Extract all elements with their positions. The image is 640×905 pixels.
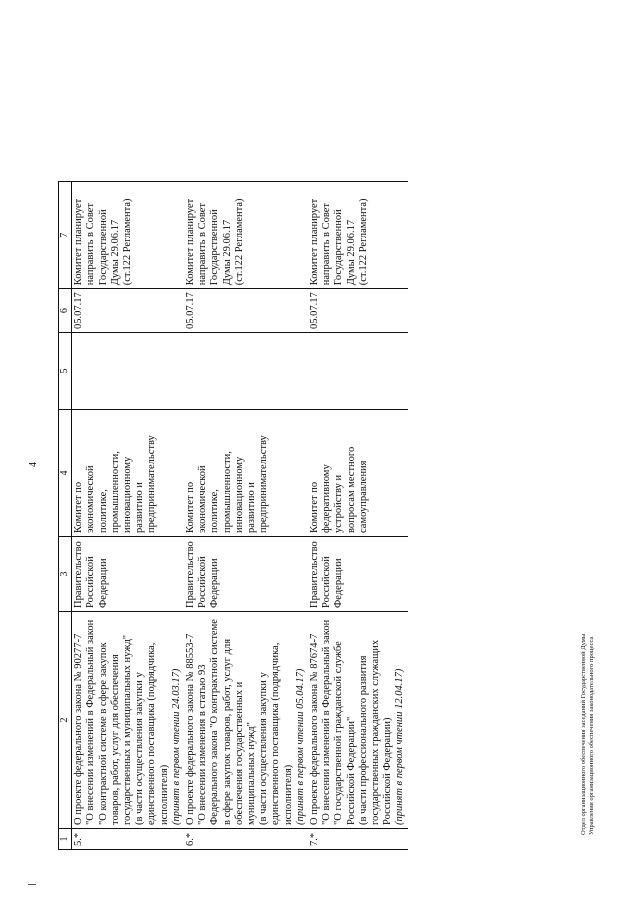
decision-cell — [308, 182, 408, 289]
text-line: "О контрактной системе в сфере закупок — [97, 642, 109, 825]
text-line: Государственной — [209, 209, 221, 286]
text-line: О проекте федерального закона № 88553-7 — [185, 633, 197, 825]
table-row — [184, 182, 308, 850]
text-line: единственного поставщика (подрядчика, — [270, 642, 282, 825]
date-cell: 05.07.17 — [308, 289, 408, 333]
text-line: вопросам местного — [345, 446, 357, 533]
reading-note: (принят в первом чтении 24.03.17) — [170, 668, 182, 825]
text-line: Государственной — [333, 209, 345, 286]
text-line: инновационному — [122, 456, 134, 533]
text-line: Российской Федерации) — [382, 717, 394, 825]
text-line: Государственной — [97, 209, 109, 286]
footer-line: Управления организационного обеспечения законодательного процесса — [588, 636, 595, 835]
text-line: экономической — [85, 465, 97, 533]
committee-cell — [308, 410, 408, 537]
text-line: (ст.122 Регламента) — [357, 198, 369, 286]
text-line: Федерации — [209, 558, 221, 608]
reading-note: (принят в первом чтении 12.04.17) — [394, 668, 406, 825]
text-line: единственного поставщика (подрядчика, — [146, 642, 158, 825]
header-cell: 4 — [59, 410, 72, 537]
text-line: Федерации — [333, 558, 345, 608]
row-number: 5.* — [72, 829, 184, 850]
empty-cell — [184, 333, 308, 410]
text-line: направить в Совет — [197, 203, 209, 286]
bill-description — [72, 612, 184, 829]
initiator-cell — [72, 537, 184, 612]
text-line: в сфере закупок товаров, работ, услуг для — [221, 638, 233, 825]
reading-note: (принят в первом чтении 05.04.17) — [294, 668, 306, 825]
text-line: самоуправления — [357, 460, 369, 533]
table-header-row — [59, 182, 72, 850]
text-line: направить в Совет — [321, 203, 333, 286]
header-cell: 6 — [59, 289, 72, 333]
header-cell: 5 — [59, 333, 72, 410]
text-line: государственных гражданских служащих — [370, 639, 382, 825]
text-line: Комитет планирует — [73, 198, 85, 286]
text-line: исполнителя) — [282, 764, 294, 825]
initiator-cell — [184, 537, 308, 612]
text-line: Правительство — [309, 541, 321, 608]
text-line: развитию и — [134, 482, 146, 533]
text-line: (в части профессионального развития — [357, 655, 369, 825]
row-number: 6.* — [184, 829, 308, 850]
text-line: Федерального закона "О контрактной системе — [209, 619, 221, 825]
initiator-cell — [308, 537, 408, 612]
table-row — [308, 182, 408, 850]
header-cell: 7 — [59, 182, 72, 289]
text-line: "О государственной гражданской службе — [333, 641, 345, 825]
row-number: 7.* — [308, 829, 408, 850]
text-line: муниципальных нужд" — [246, 722, 258, 825]
text-line: предпринимательству — [258, 435, 270, 533]
bill-description — [184, 612, 308, 829]
text-line: "О внесении изменений в Федеральный закон — [321, 619, 333, 825]
text-line: (ст.122 Регламента) — [233, 198, 245, 286]
text-line: Российской — [197, 556, 209, 608]
header-cell: 2 — [59, 612, 72, 829]
agenda-table — [58, 181, 408, 850]
text-line: экономической — [197, 465, 209, 533]
text-line: Комитет планирует — [185, 198, 197, 286]
table-row — [72, 182, 184, 850]
text-line: Думы 29.06.17 — [109, 219, 121, 286]
text-line: промышленности, — [221, 451, 233, 533]
footer-note — [580, 634, 596, 835]
text-line: развитию и — [246, 482, 258, 533]
text-line: обеспечения государственных и — [233, 681, 245, 825]
text-line: Российской Федерации" — [345, 716, 357, 825]
text-line: "О внесении изменений в Федеральный закон — [85, 619, 97, 825]
text-line: устройству и — [333, 474, 345, 533]
committee-cell — [72, 410, 184, 537]
text-line: государственных и муниципальных нужд" — [122, 634, 134, 825]
text-line: Думы 29.06.17 — [345, 219, 357, 286]
text-line: исполнителя) — [158, 764, 170, 825]
text-line: политике, — [97, 489, 109, 533]
text-line: Думы 29.06.17 — [221, 219, 233, 286]
text-line: направить в Совет — [85, 203, 97, 286]
text-line: О проекте федерального закона № 87674-7 — [309, 633, 321, 825]
decision-cell — [72, 182, 184, 289]
text-line: Комитет планирует — [309, 198, 321, 286]
empty-cell — [308, 333, 408, 410]
text-line: (в части осуществления закупки у — [258, 672, 270, 825]
page-number: 4 — [28, 462, 39, 467]
header-cell: 3 — [59, 537, 72, 612]
text-line: (ст.122 Регламента) — [122, 198, 134, 286]
header-cell: 1 — [59, 829, 72, 850]
text-line: "О внесении изменения в статью 93 — [197, 664, 209, 825]
text-line: Российской — [321, 556, 333, 608]
decision-cell — [184, 182, 308, 289]
text-line: политике, — [209, 489, 221, 533]
committee-cell — [184, 410, 308, 537]
text-line: промышленности, — [109, 451, 121, 533]
bill-description — [308, 612, 408, 829]
text-line: (в части осуществления закупки у — [134, 672, 146, 825]
text-line: инновационному — [233, 456, 245, 533]
text-line: Комитет по — [185, 481, 197, 533]
date-cell: 05.07.17 — [72, 289, 184, 333]
text-line: федеративному — [321, 464, 333, 533]
text-line: Комитет по — [73, 481, 85, 533]
text-line: О проекте федерального закона № 90277-7 — [73, 633, 85, 825]
text-line: Правительство — [73, 541, 85, 608]
text-line: Российской — [85, 556, 97, 608]
text-line: предпринимательству — [146, 435, 158, 533]
text-line: Правительство — [185, 541, 197, 608]
text-line: Федерации — [97, 558, 109, 608]
text-line: Комитет по — [309, 481, 321, 533]
empty-cell — [72, 333, 184, 410]
date-cell: 05.07.17 — [184, 289, 308, 333]
footer-line: Отдел организационного обеспечения заседаний Государственной Думы — [580, 633, 587, 835]
text-line: товаров, работ, услуг для обеспечения — [109, 654, 121, 825]
margin-mark — [28, 884, 36, 885]
